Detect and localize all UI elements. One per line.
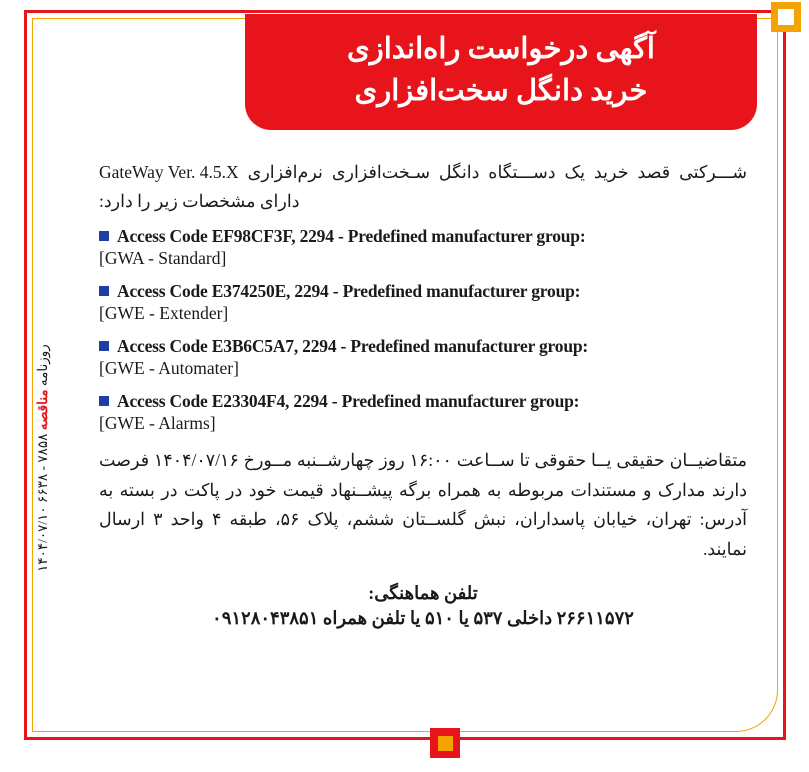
product-version: GateWay Ver. 4.5.X: [99, 162, 239, 182]
headline-line-2: خرید دانگل سخت‌افزاری: [354, 75, 648, 108]
advertisement-body: [99, 158, 747, 629]
square-bullet-icon: [99, 231, 109, 241]
intro-text-before: شـــرکتی قصد خرید یک دســـتگاه دانگل سـخت‌افزاری نرم‌افزاری: [247, 162, 747, 182]
access-code-line: Access Code E374250E, 2294 - Predefined manufacturer group:: [117, 280, 581, 301]
newspaper-side-strip: [28, 300, 54, 630]
contact-title: تلفن هماهنگی:: [368, 582, 478, 603]
submission-details-paragraph: متقاضیــان حقیقی یــا حقوقی تا ســاعت ۱۶:۰۰ روز چهارشــنبه مــورخ ۱۴۰۴/۰۷/۱۶ فرصت دارند مدارک و مستندات مربوطه به همراه برگه پیشــنهاد قیمت خود در پاکت در بسته به آدرس: تهران، خیابان پاسداران، نبش گلســتان ششم، پلاک ۵۶، طبقه ۴ واحد ۳ ارسال نمایند.: [99, 449, 747, 559]
square-bullet-icon: [99, 396, 109, 406]
newspaper-date: ۱۴۰۴/۰۷/۱۰: [35, 506, 50, 572]
manufacturer-group: [GWA - Standard]: [99, 247, 227, 268]
list-item: [99, 281, 747, 324]
list-item: [99, 336, 747, 379]
specification-list: [99, 226, 747, 434]
list-item: [99, 391, 747, 434]
manufacturer-group: [GWE - Alarms]: [99, 412, 216, 433]
access-code-line: Access Code EF98CF3F, 2294 - Predefined manufacturer group:: [117, 225, 586, 246]
square-bullet-icon: [99, 341, 109, 351]
headline-banner: [245, 14, 757, 130]
contact-block: [99, 583, 747, 629]
access-code-line: Access Code E23304F4, 2294 - Predefined manufacturer group:: [117, 390, 580, 411]
newspaper-issue-code: ۷۸۵۸ - ۶۶۳۸: [35, 433, 50, 503]
newspaper-side-text: [35, 293, 51, 623]
intro-paragraph: [99, 158, 747, 216]
square-bullet-icon: [99, 286, 109, 296]
intro-text-after: دارای مشخصات زیر را دارد:: [99, 190, 300, 211]
corner-ornament-bottom: [430, 728, 460, 758]
headline-line-1: آگهی درخواست راه‌اندازی: [347, 33, 655, 65]
corner-ornament-top-right: [771, 2, 801, 32]
newspaper-name: مناقصه: [35, 389, 50, 431]
list-item: [99, 226, 747, 269]
newspaper-kind: روزنامه: [35, 344, 50, 387]
manufacturer-group: [GWE - Extender]: [99, 302, 229, 323]
access-code-line: Access Code E3B6C5A7, 2294 - Predefined manufacturer group:: [117, 335, 589, 356]
manufacturer-group: [GWE - Automater]: [99, 357, 239, 378]
contact-numbers: ۲۶۶۱۱۵۷۲ داخلی ۵۳۷ یا ۵۱۰ یا تلفن همراه ۰۹۱۲۸۰۴۳۸۵۱: [212, 607, 634, 628]
